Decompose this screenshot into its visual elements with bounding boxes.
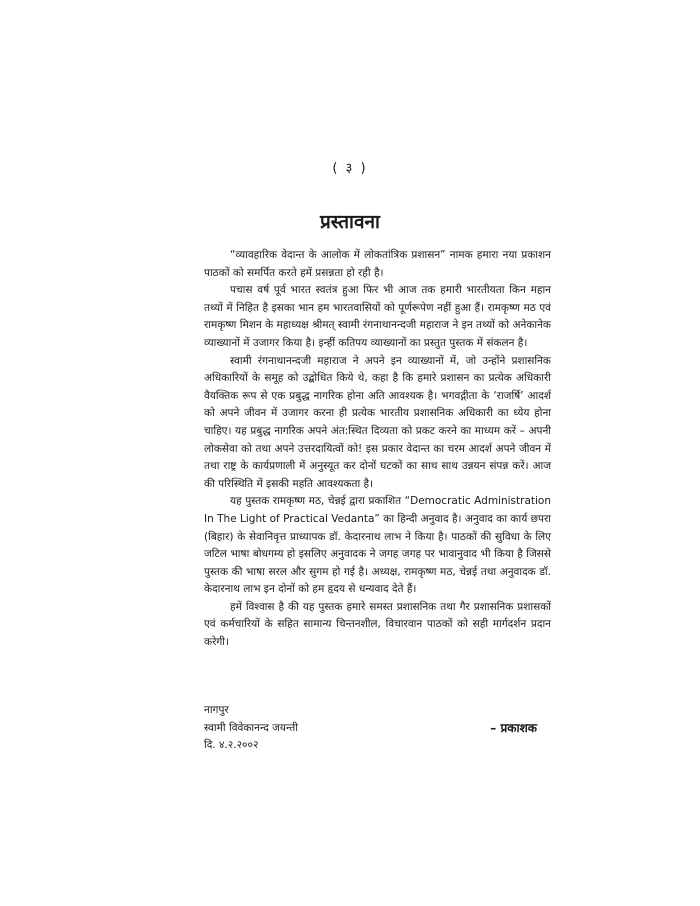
paragraph: पचास वर्ष पूर्व भारत स्वतंत्र हुआ फिर भी आज तक हमारी भारतीयता किन महान तथ्यों में निहित है इसका भान हम भारतवासियों को पूर्णरूपेण नहीं हुआ हैं। रामकृष्ण मठ एवं रामकृष्ण मिशन के महाध्यक्ष श्रीमत् स्वामी रंगनाथानन्दजी महाराज ने इन तथ्यों को अनेकानेक व्याख्यानों में उजागर किया है। इन्हीं कतिपय व्याख्यानों का प्रस्तुत पुस्तक में संकलन है। <box>204 284 551 349</box>
date: दि. ४.२.२००२ <box>204 739 259 752</box>
signature-block <box>204 702 551 755</box>
paragraph: “व्यावहारिक वेदान्त के आलोक में लोकतांत्रिक प्रशासन” नामक हमारा नया प्रकाशन पाठकों को समर्पित करते हमें प्रसन्नता हो रही है। <box>204 249 551 279</box>
paragraph: हमें विश्वास है की यह पुस्तक हमारे समस्त प्रशासनिक तथा गैर प्रशासनिक प्रशासकों एवं कर्मचारियों के सहित सामान्य चिन्तनशील, विचारवान पाठकों को सही मार्गदर्शन प्रदान करेगी। <box>204 600 551 649</box>
publisher-signature: – प्रकाशक <box>490 720 537 735</box>
preface-body <box>204 247 551 652</box>
page-number: ( ३ ) <box>332 161 368 176</box>
occasion: स्वामी विवेकानन्द जयन्ती <box>204 721 298 734</box>
page-title: प्रस्तावना <box>320 211 380 233</box>
paragraph: स्वामी रंगनाथानन्दजी महाराज ने अपने इन व्याख्यानों में, जो उन्होंने प्रशासनिक अधिकारियों के समूह को उद्बोधित किये थे, कहा है कि हमारे प्रशासन का प्रत्येक अधिकारी वैयक्तिक रूप से एक प्रबुद्ध नागरिक होना अति आवश्यक है। भगवद्गीता के ‘राजर्षि’ आदर्श को अपने जीवन में उजागर करना ही प्रत्येक भारतीय प्रशासनिक अधिकारी का ध्येय होना चाहिए। यह प्रबुद्ध नागरिक अपने अंत:स्थित दिव्यता को प्रकट करने का माध्यम करें – अपनी लोकसेवा को तथा अपने उत्तरदायित्वों को! इस प्रकार वेदान्त का चरम आदर्श अपने जीवन में तथा राष्ट्र के कार्यप्रणाली में अनुस्यूत कर दोनों घटकों का साथ साथ उन्नयन संपन्न करें। आज की परिस्थिति में इसकी महति आवश्यकता है। <box>204 354 551 490</box>
place: नागपुर <box>204 704 229 716</box>
paragraph: यह पुस्तक रामकृष्ण मठ, चेन्नई द्वारा प्रकाशित “Democratic Administration In The Light of Practical Vedanta” का हिन्दी अनुवाद है। अनुवाद का कार्य छपरा (बिहार) के सेवानिवृत्त प्राध्यापक डॉ. केदारनाथ लाभ ने किया है। पाठकों की सुविधा के लिए जटिल भाषा बोधगम्य हो इसलिए अनुवादक ने जगह जगह पर भावानुवाद भी किया है जिससे पुस्तक की भाषा सरल और सुगम हो गई है। अध्यक्ष, रामकृष्ण मठ, चेन्नई तथा अनुवादक डॉ. केदारनाथ लाभ इन दोनों को हम हृदय से धन्यवाद देते हैं। <box>204 495 551 596</box>
